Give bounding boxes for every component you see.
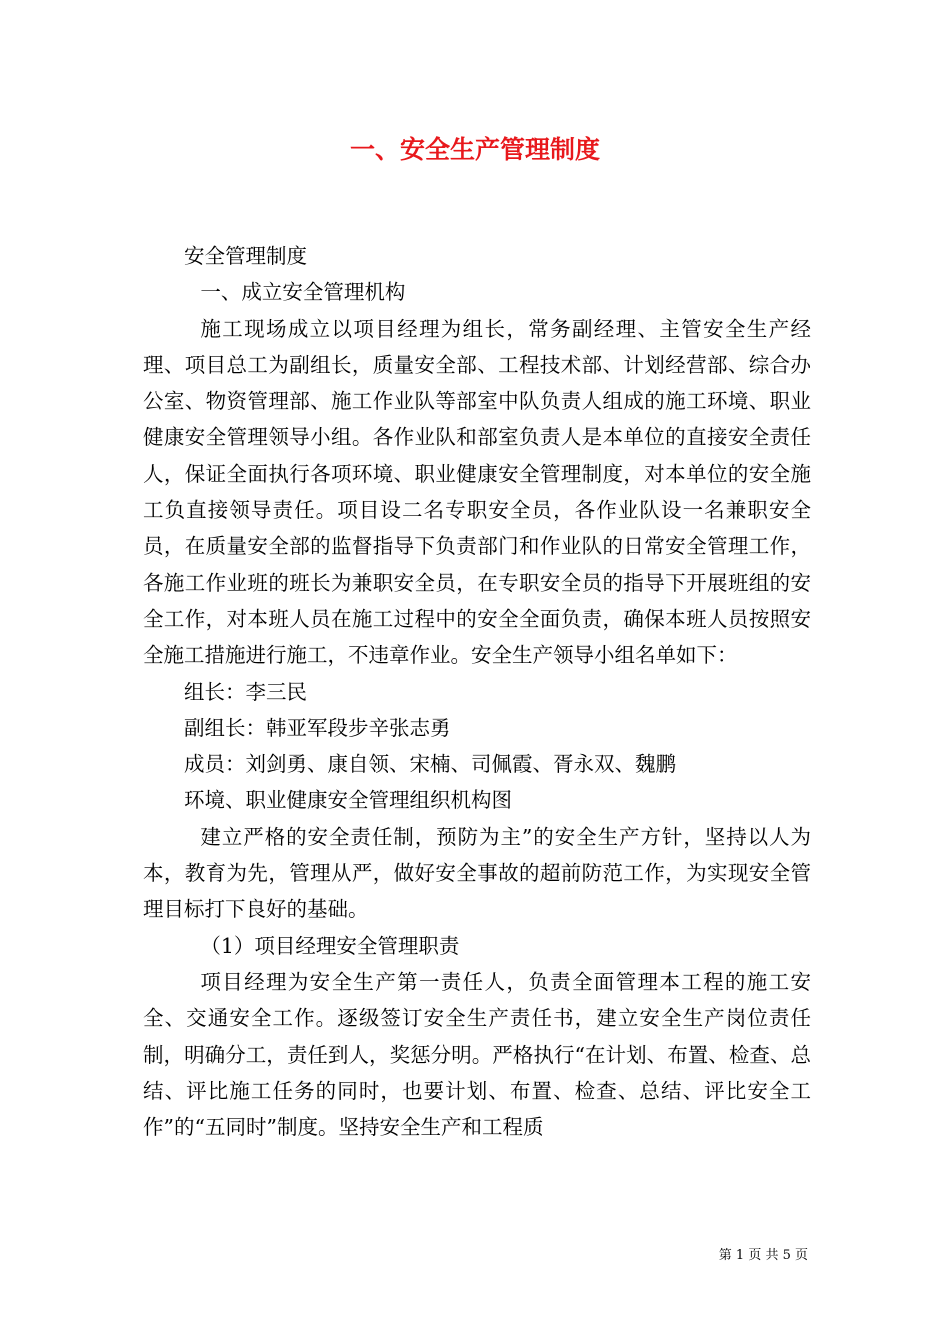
- paragraph-organization: 施工现场成立以项目经理为组长，常务副经理、主管安全生产经理、项目总工为副组长，质量安全部、工程技术部、计划经营部、综合办公室、物资管理部、施工作业队等部室中队负责人组成的施工环境、职业健康安全管理领导小组。各作业队和部室负责人是本单位的直接安全责任人，保证全面执行各项环境、职业健康安全管理制度，对本单位的安全施工负直接领导责任。项目设二名专职安全员，各作业队设一名兼职安全员，在质量安全部的监督指导下负责部门和作业队的日常安全管理工作，各施工作业班的班长为兼职安全员，在专职安全员的指导下开展班组的安全工作，对本班人员在施工过程中的安全全面负责，确保本班人员按照安全施工措施进行施工，不违章作业。安全生产领导小组名单如下：: [143, 316, 811, 668]
- document-title: 一、安全生产管理制度: [349, 135, 600, 164]
- subsection-heading-pm: （1）项目经理安全管理职责: [200, 933, 460, 958]
- deputy-leader-line: 副组长：韩亚军段步辛张志勇: [184, 715, 451, 740]
- document-body: [143, 238, 811, 1145]
- org-chart-caption: 环境、职业健康安全管理组织机构图: [184, 788, 512, 813]
- leader-line: 组长：李三民: [184, 679, 307, 704]
- paragraph-pm-duties: 项目经理为安全生产第一责任人，负责全面管理本工程的施工安全、交通安全工作。逐级签订安全生产责任书，建立安全生产岗位责任制，明确分工，责任到人，奖惩分明。严格执行“在计划、布置、检查、总结、评比施工任务的同时，也要计划、布置、检查、总结、评比安全工作”的“五同时”制度。坚持安全生产和工程质: [143, 969, 811, 1140]
- subsection-heading: 一、成立安全管理机构: [200, 280, 406, 305]
- members-line: 成员：刘剑勇、康自领、宋楠、司佩霞、胥永双、魏鹏: [184, 752, 676, 777]
- page-number-footer: 第 1 页 共 5 页: [718, 1248, 808, 1263]
- section-heading: 安全管理制度: [184, 244, 307, 268]
- paragraph-responsibility: 建立严格的安全责任制，预防为主”的安全生产方针，坚持以人为本，教育为先，管理从严，做好安全事故的超前防范工作，为实现安全管理目标打下良好的基础。: [143, 824, 811, 922]
